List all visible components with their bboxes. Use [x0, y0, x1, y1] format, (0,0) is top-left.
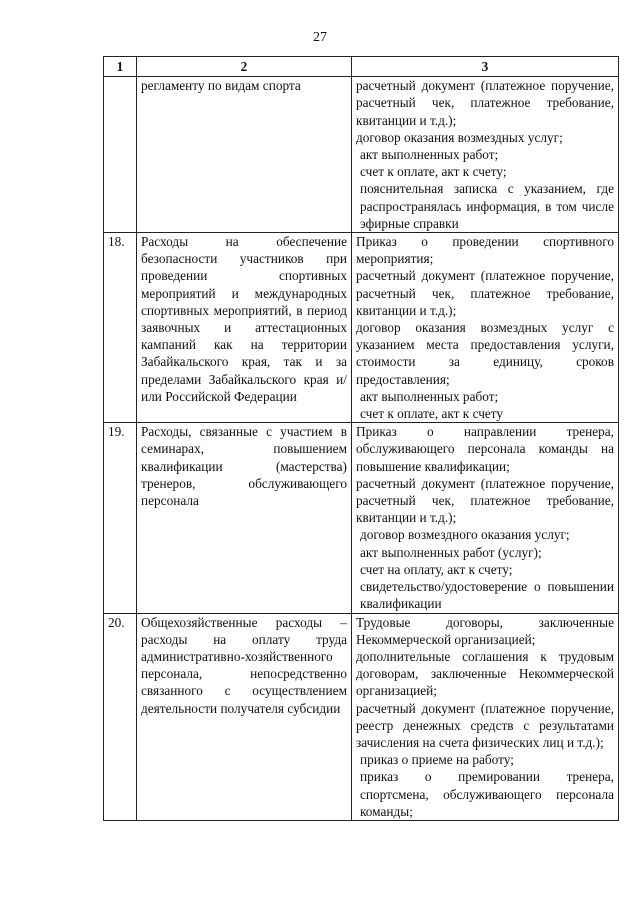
row-number: 19. [104, 423, 137, 613]
document-item: расчетный документ (платежное поручение, реестр денежных средств с результатами зачисления на счета физических лиц и т.д.); [356, 700, 614, 750]
expense-description: Общехозяйственные расходы – расходы на оплату труда административно-хозяйственного персонала, непосредственно связанного с осуществлением деятельности получателя субсидии [137, 613, 352, 820]
row-number: 20. [104, 613, 137, 820]
row-number: 18. [104, 233, 137, 423]
document-item: счет к оплате, акт к счету [360, 406, 504, 422]
page-number: 27 [313, 30, 327, 45]
document-item: акт выполненных работ; [360, 147, 499, 163]
column-header-3: 3 [352, 57, 619, 77]
document-item: расчетный документ (платежное поручение, расчетный чек, платежное требование, квитанции и т.д.); [356, 475, 614, 526]
table-header-row [104, 57, 619, 77]
document-item: счет на оплату, акт к счету; [360, 561, 513, 577]
document-item: акт выполненных работ; [360, 388, 499, 404]
required-documents [352, 423, 619, 613]
required-documents [352, 233, 619, 423]
document-item: Приказ о направлении тренера, обслуживающего персонала команды на повышение квалификации; [356, 424, 614, 474]
document-item: договор возмездного оказания услуг; [360, 527, 570, 543]
document-item: Трудовые договоры, заключенные Некоммерческой организацией; [356, 614, 614, 647]
expense-description: Расходы, связанные с участием в семинарах, повышением квалификации (мастерства) тренеров, обслуживающего персонала [137, 423, 352, 613]
required-documents [352, 77, 619, 233]
document-item: расчетный документ (платежное поручение, расчетный чек, платежное требование, квитанции и т.д.); [356, 78, 614, 128]
table-row [104, 613, 619, 820]
table-row [104, 423, 619, 613]
document-item: акт выполненных работ (услуг); [360, 544, 542, 560]
table-row [104, 77, 619, 233]
document-item: приказ о приеме на работу; [360, 752, 514, 768]
required-documents [352, 613, 619, 820]
document-item: дополнительные соглашения к трудовым договорам, заключенные Некоммерческой организацией; [356, 648, 614, 699]
document-item: расчетный документ (платежное поручение, расчетный чек, платежное требование, квитанции и т.д.); [356, 268, 614, 318]
document-item: договор оказания возмездных услуг с указанием места предоставления услуги, стоимости за единицу, сроков предоставления; [356, 320, 614, 387]
document-item: счет к оплате, акт к счету; [360, 164, 507, 180]
expense-description: регламенту по видам спорта [137, 77, 352, 233]
expense-description: Расходы на обеспечение безопасности участников при проведении спортивных мероприятий и международных спортивных мероприятий, в период заявочных и аттестационных кампаний как на территории Забайкальского края, так и за пределами Забайкальского края и/или Российской Федерации [137, 233, 352, 423]
table-row [104, 233, 619, 423]
column-header-1: 1 [104, 57, 137, 77]
document-item: Приказ о проведении спортивного мероприятия; [356, 234, 614, 267]
expense-documents-table [103, 56, 619, 821]
row-number [104, 77, 137, 233]
document-item: свидетельство/удостоверение о повышении квалификации [360, 579, 614, 612]
column-header-2: 2 [137, 57, 352, 77]
document-item: договор оказания возмездных услуг; [356, 129, 563, 145]
document-item: приказ о премировании тренера, спортсмена, обслуживающего персонала команды; [360, 769, 614, 819]
document-item: пояснительная записка с указанием, где распространялась информация, в том числе эфирные справки [360, 181, 614, 231]
